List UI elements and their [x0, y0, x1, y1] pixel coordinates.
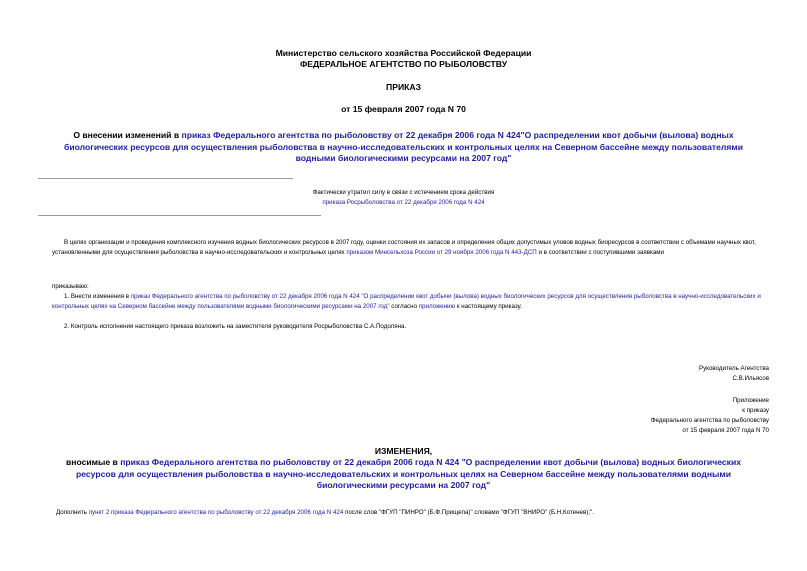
- changes-link[interactable]: приказ Федерального агентства по рыболовству от 22 декабря 2006 года N 424 "О распределении квот добычи (вылова) водных биологических ресурсов для осуществления рыболовства в научно-исследовательских и контрольных целях на Северном бассейне между пользователями водными биологическими ресурсами на 2007 год": [75, 457, 742, 490]
- item-1-appendix-link[interactable]: приложению: [418, 302, 456, 310]
- item-1-middle: согласно: [389, 302, 419, 310]
- item-1-prefix: 1. Внести изменения в: [64, 293, 131, 300]
- doc-type: ПРИКАЗ: [386, 82, 421, 92]
- preamble-paragraph: [52, 238, 769, 257]
- appendix-line-3: Федерального агентства по рыболовству: [650, 417, 769, 424]
- final-prefix: Дополнить: [56, 509, 89, 516]
- preamble-link[interactable]: приказом Минсельхоза России от 29 ноября 2006 года N 443-ДСП: [346, 248, 537, 256]
- item-1-order-link[interactable]: приказ Федерального агентства по рыболовству от 22 декабря 2006 года N 424 "О распределении квот добычи (вылова) водных биологических ресурсов для осуществления рыболовства в научно-исследовательских и контрольных целях на Северном бассейне между пользователями водными биологическими ресурсами на 2007 год": [52, 293, 761, 310]
- changes-title: [50, 457, 757, 492]
- ministry-name: Министерство сельского хозяйства Российской Федерации: [275, 48, 532, 58]
- appendix-line-4: от 15 февраля 2007 года N 70: [682, 427, 769, 434]
- item-1-suffix: к настоящему приказу.: [455, 302, 522, 310]
- title-prefix: О внесении изменений в: [73, 130, 182, 140]
- appendix-line-2: к приказу: [742, 407, 769, 414]
- final-suffix: после слов "ФГУП "ПИНРО" (Б.Ф.Прищепа)" словами "ФГУП "ВНИРО" (Б.Н.Котенев);".: [343, 509, 594, 516]
- item-2-paragraph: 2. Контроль исполнения настоящего приказа возложить на заместителя руководителя Росрыболовства С.А.Подоляна.: [64, 323, 407, 330]
- preamble-text: В целях организации и проведения комплексного изучения водных биологических ресурсов в 2007 году, оценки состояния их запасов и определения общих допустимых уловов водных биоресурсов в соответствии с объемами научных квот, установленными для осуществления рыболовства в научно-исследовательских и контрольных целях: [52, 239, 756, 256]
- changes-heading: ИЗМЕНЕНИЯ,: [374, 446, 433, 456]
- final-link[interactable]: пункт 2 приказа Федерального агентства по рыболовству от 22 декабря 2006 года N 424: [88, 509, 344, 516]
- title-link[interactable]: приказ Федерального агентства по рыболовству от 22 декабря 2006 года N 424"О распределении квот добычи (вылова) водных биологических ресурсов для осуществления рыболовства в научно-исследовательских и контрольных целях на Северном бассейне между пользователями водными биологическими ресурсами на 2007 год": [64, 130, 743, 163]
- appendix-line-1: Приложение: [732, 397, 769, 404]
- top-rule: [38, 178, 293, 179]
- preamble-text-end: и в соответствии с поступившими заявками: [536, 248, 664, 256]
- status-note-link[interactable]: приказа Росрыболовства от 22 декабря 2006 года N 424: [322, 199, 485, 206]
- signature-name: С.В.Ильясов: [732, 375, 769, 382]
- final-paragraph: [52, 508, 769, 518]
- agency-name: ФЕДЕРАЛЬНОЕ АГЕНТСТВО ПО РЫБОЛОВСТВУ: [299, 59, 508, 69]
- changes-prefix: вносимые в: [65, 457, 121, 467]
- bottom-rule: [38, 215, 321, 216]
- order-word: приказываю:: [52, 283, 89, 290]
- document-title: [50, 130, 757, 165]
- doc-date-number: от 15 февраля 2007 года N 70: [341, 104, 466, 114]
- item-1-paragraph: [52, 292, 769, 311]
- status-note: Фактически утратил силу в связи с истечением срока действия: [312, 189, 495, 196]
- signature-position: Руководитель Агентства: [698, 365, 769, 372]
